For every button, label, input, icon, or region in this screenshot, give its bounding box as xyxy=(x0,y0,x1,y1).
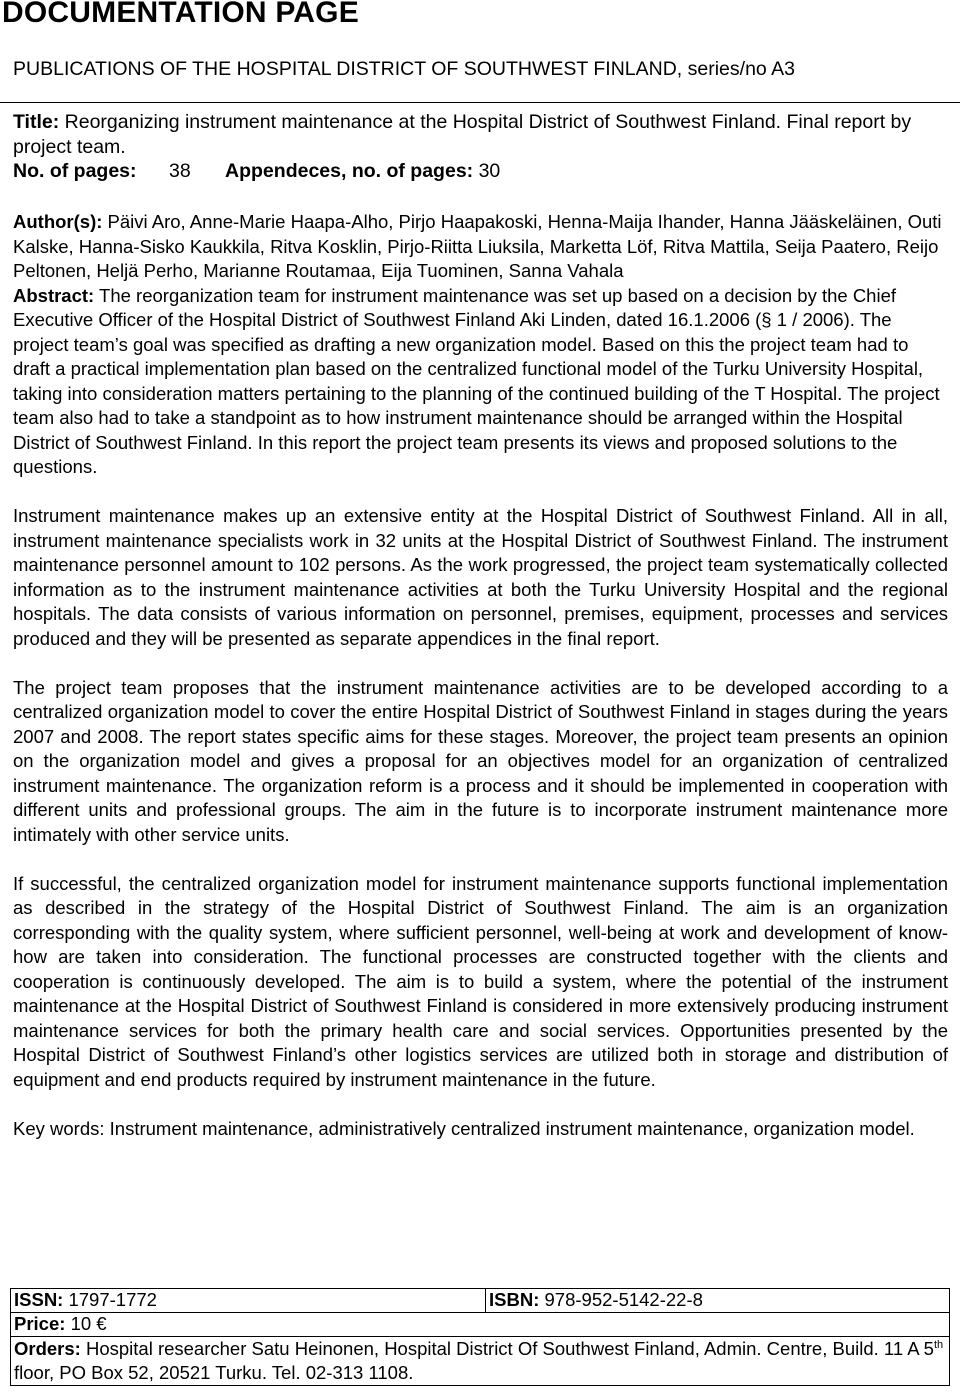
pages-label: No. of pages: xyxy=(13,160,137,182)
orders-text-b: floor, PO Box 52, 20521 Turku. Tel. 02-313 1108. xyxy=(14,1362,414,1383)
table-row xyxy=(11,1289,950,1313)
issn-value: 1797-1772 xyxy=(68,1289,157,1310)
abstract-paragraph-3: The project team proposes that the instrument maintenance activities are to be developed according to a centralized organization model to cover the entire Hospital District of Southwest Finland in stages during the years 2007 and 2008. The report states specific aims for these stages. Moreover, the project team presents an opinion on the organization model and gives a proposal for an objectives model for an organization of centralized instrument maintenance. The organization reform is a process and it should be implemented in cooperation with different units and professional groups. The aim in the future is to incorporate instrument maintenance more intimately with other service units. xyxy=(13,676,948,845)
authors-label: Author(s): xyxy=(13,211,103,232)
report-title: Reorganizing instrument maintenance at the Hospital District of Southwest Finland. Final report by project team. xyxy=(13,111,912,158)
orders-superscript: th xyxy=(933,1338,944,1351)
report-title-block xyxy=(13,110,943,159)
abstract-text-1a: The reorganization team for instrument maintenance was set up based on a decision by the Chief Executive Officer of the Hospital District of Southwest Finland Aki Linden, dated 16.1.2006 ( xyxy=(13,284,897,330)
price-value: 10 € xyxy=(70,1313,107,1334)
isbn-value: 978-952-5142-22-8 xyxy=(544,1289,703,1310)
price-label: Price: xyxy=(14,1313,66,1334)
appendices-value: 30 xyxy=(478,160,501,182)
title-label: Title: xyxy=(13,111,60,133)
abstract-paragraph-4: If successful, the centralized organization model for instrument maintenance supports functional implementation as described in the strategy of the Hospital District of Southwest Finland. The aim is an organization corresponding with the quality system, where sufficient personnel, well-being at work and development of know-how are taken into consideration. The functional processes are constructed together with the clients and cooperation is continuously developed. The aim is to build a system, where the potential of the instrument maintenance at the Hospital District of Southwest Finland is considered in more extensively producing instrument maintenance services for both the primary health care and social services. Opportunities presented by the Hospital District of Southwest Finland’s other logistics services are utilized both in storage and distribution of equipment and end products required by instrument maintenance in the future. xyxy=(13,872,948,1090)
abstract-label: Abstract: xyxy=(13,284,95,306)
orders-cell xyxy=(11,1337,950,1386)
keywords: Key words: Instrument maintenance, administratively centralized instrument maintenance, organization model. xyxy=(13,1117,915,1139)
abstract-text-1b: 1 / 2006). The project team’s goal was specified as drafting a new organization model. Based on this the project team had to draft a practical implementation plan based on the centralized functional model of the Turku University Hospital, taking into consideration matters pertaining to the planning of the continued building of the T Hospital. The project team also had to take a standpoint as to how instrument maintenance should be arranged within the Hospital District of Southwest Finland. In this report the project team presents its views and proposed solutions to the questions. xyxy=(13,309,940,477)
price-cell xyxy=(11,1313,950,1337)
isbn-label: ISBN: xyxy=(489,1289,540,1310)
abstract-paragraph-2: Instrument maintenance makes up an extensive entity at the Hospital District of Southwest Finland. All in all, instrument maintenance specialists work in 32 units at the Hospital District of Southwest Finland. The instrument maintenance personnel amount to 102 persons. As the work progressed, the project team systematically collected information as to the instrument maintenance activities at both the Turku University Hospital and the regional hospitals. The data consists of various information on personnel, premises, equipment, processes and services produced and they will be presented as separate appendices in the final report. xyxy=(13,505,948,649)
isbn-cell xyxy=(486,1289,950,1313)
table-row xyxy=(11,1337,950,1386)
document-body xyxy=(13,210,948,1141)
orders-label: Orders: xyxy=(14,1338,81,1359)
page-title: DOCUMENTATION PAGE xyxy=(2,0,359,29)
abstract-paragraph-1 xyxy=(13,284,948,480)
issn-label: ISSN: xyxy=(14,1289,64,1310)
publication-info-table xyxy=(10,1288,950,1386)
page-count-line xyxy=(13,159,500,184)
authors xyxy=(13,210,948,284)
publication-series: PUBLICATIONS OF THE HOSPITAL DISTRICT OF SOUTHWEST FINLAND, series/no A3 xyxy=(13,58,795,80)
appendices-label: Appendeces, no. of pages: xyxy=(225,160,474,182)
section-sign: § xyxy=(761,309,772,330)
orders-text-a: Hospital researcher Satu Heinonen, Hospital District Of Southwest Finland, Admin. Centre, Build. 11 A 5 xyxy=(85,1338,934,1359)
issn-cell xyxy=(11,1289,486,1313)
authors-names: Päivi Aro, Anne-Marie Haapa-Alho, Pirjo Haapakoski, Henna-Maija Ihander, Hanna Jääskeläinen, Outi Kalske, Hanna-Sisko Kaukkila, Ritva Kosklin, Pirjo-Riitta Liuksila, Marketta Löf, Ritva Mattila, Seija Paatero, Reijo Peltonen, Heljä Perho, Marianne Routamaa, Eija Tuominen, Sanna Vahala xyxy=(13,211,942,281)
table-row xyxy=(11,1313,950,1337)
pages-value: 38 xyxy=(169,160,191,182)
divider xyxy=(0,102,960,103)
